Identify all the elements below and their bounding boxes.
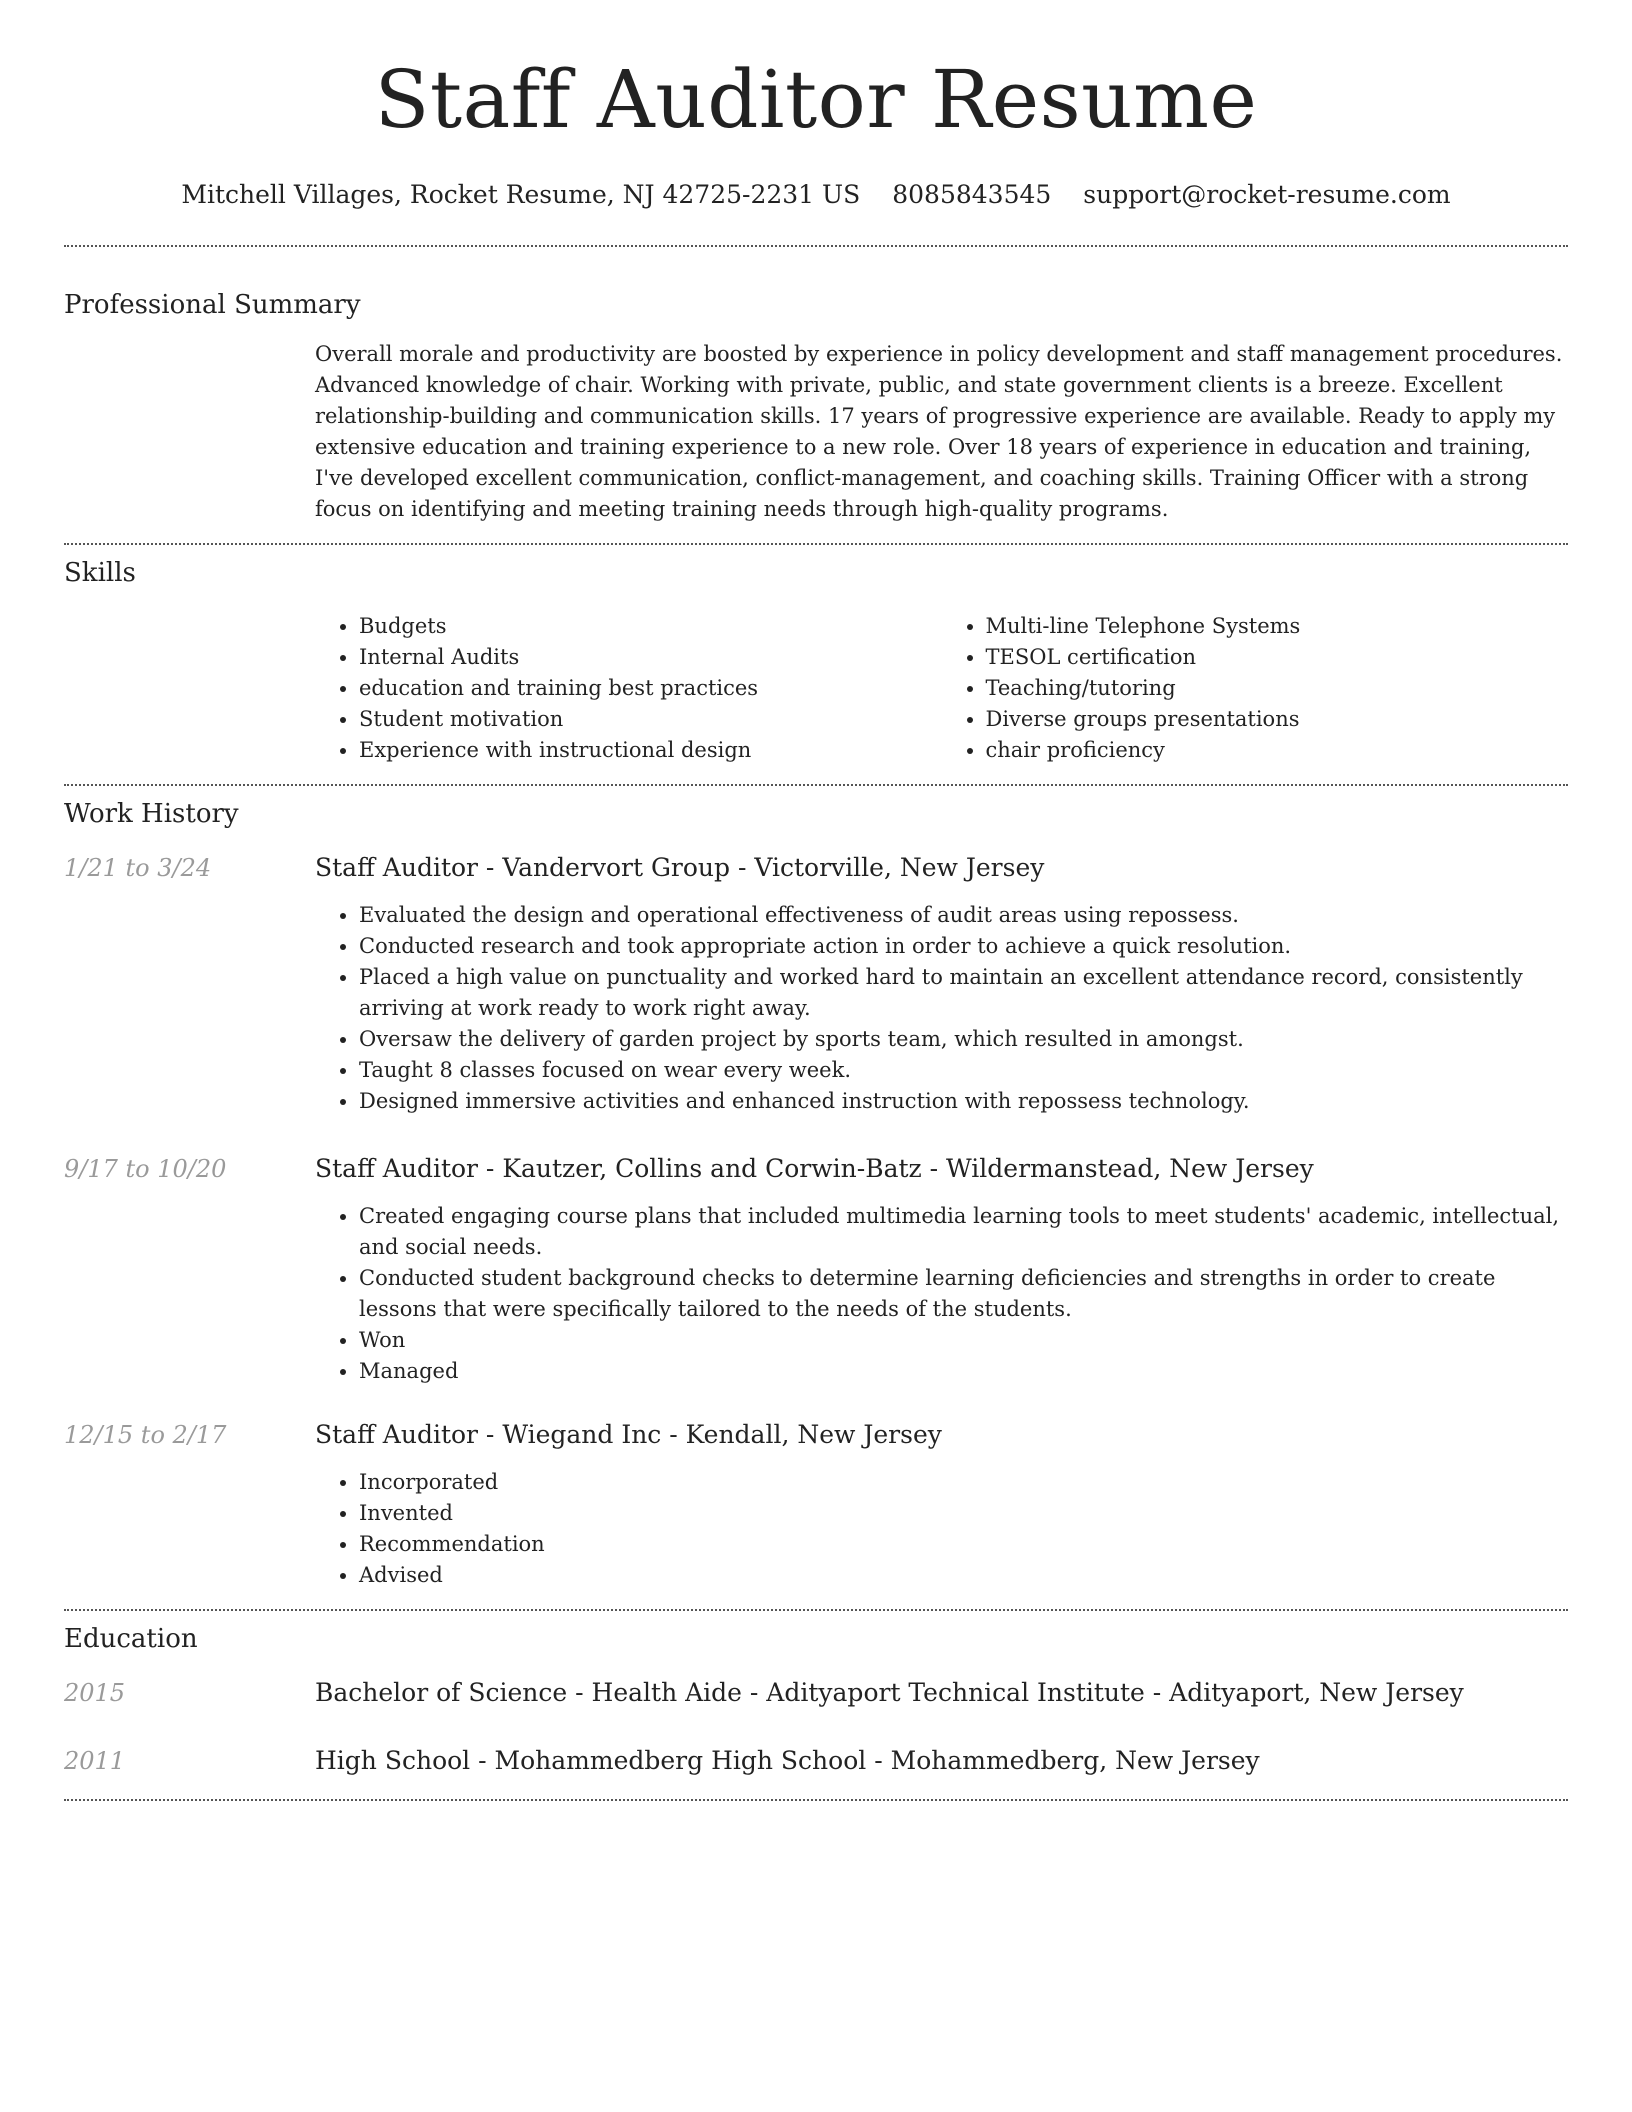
contact-line	[64, 178, 1568, 212]
skill-item: • chair proficiency	[986, 735, 1569, 766]
divider	[64, 543, 1568, 545]
contact-phone: 8085843545	[892, 180, 1052, 209]
education-year: 2011	[64, 1747, 126, 1775]
job-bullet: • Taught 8 classes focused on wear every week.	[359, 1055, 1568, 1086]
job-bullet: • Incorporated	[359, 1467, 1568, 1498]
job-details	[315, 900, 1568, 1117]
education-year: 2015	[64, 1679, 126, 1707]
education-heading: Education	[64, 1624, 198, 1654]
job-details	[315, 1467, 1568, 1591]
job-entry	[64, 1419, 1568, 1591]
education-entry	[64, 1677, 1568, 1709]
skills-heading: Skills	[64, 558, 136, 588]
resume-page	[64, 0, 1568, 1801]
job-dates: 12/15 to 2/17	[64, 1421, 227, 1449]
work-history-heading: Work History	[64, 799, 239, 829]
job-bullet: • Recommendation	[359, 1529, 1568, 1560]
job-title: Staff Auditor - Wiegand Inc - Kendall, New Jersey	[315, 1420, 942, 1449]
job-bullets	[315, 1201, 1568, 1387]
divider	[64, 245, 1568, 247]
job-bullet: • Advised	[359, 1560, 1568, 1591]
job-bullet: • Invented	[359, 1498, 1568, 1529]
skill-item: • Teaching/tutoring	[986, 673, 1569, 704]
education-title: Bachelor of Science - Health Aide - Adityaport Technical Institute - Adityaport, New Jersey	[315, 1678, 1464, 1707]
job-dates: 9/17 to 10/20	[64, 1155, 227, 1183]
job-header	[64, 1419, 1568, 1451]
job-details	[315, 1201, 1568, 1387]
job-bullet: • Designed immersive activities and enhanced instruction with repossess technology.	[359, 1086, 1568, 1117]
education-title: High School - Mohammedberg High School - Mohammedberg, New Jersey	[315, 1746, 1260, 1775]
job-header	[64, 1153, 1568, 1185]
job-bullet: • Conducted research and took appropriate action in order to achieve a quick resolution.	[359, 931, 1568, 962]
divider	[64, 784, 1568, 786]
job-bullet: • Oversaw the delivery of garden project by sports team, which resulted in amongst.	[359, 1024, 1568, 1055]
job-bullet: • Placed a high value on punctuality and worked hard to maintain an excellent attendance record, consistently arriving at work ready to work right away.	[359, 962, 1568, 1024]
skills-list	[315, 611, 1568, 766]
skill-item: • Student motivation	[359, 704, 942, 735]
summary-section	[315, 339, 1568, 525]
skills-column-left	[315, 611, 942, 766]
resume-title: Staff Auditor Resume	[374, 53, 1258, 146]
job-title: Staff Auditor - Vandervort Group - Victorville, New Jersey	[315, 853, 1045, 882]
skill-item: • Experience with instructional design	[359, 735, 942, 766]
job-title: Staff Auditor - Kautzer, Collins and Corwin-Batz - Wildermanstead, New Jersey	[315, 1154, 1314, 1183]
divider	[64, 1609, 1568, 1611]
skill-item: • education and training best practices	[359, 673, 942, 704]
job-bullet: • Managed	[359, 1356, 1568, 1387]
skill-item: • Internal Audits	[359, 642, 942, 673]
job-bullet: • Evaluated the design and operational effectiveness of audit areas using repossess.	[359, 900, 1568, 931]
skills-column-right	[942, 611, 1569, 766]
job-bullet: • Conducted student background checks to determine learning deficiencies and strengths in order to create lessons that were specifically tailored to the needs of the students.	[359, 1263, 1568, 1325]
summary-heading: Professional Summary	[64, 290, 361, 320]
skill-item: • TESOL certification	[986, 642, 1569, 673]
summary-text: Overall morale and productivity are boosted by experience in policy development and staff management procedures. Advanced knowledge of chair. Working with private, public, and state government clients is a breeze. Excellent relationship-building and communication skills. 17 years of progressive experience are available. Ready to apply my extensive education and training experience to a new role. Over 18 years of experience in education and training, I've developed excellent communication, conflict-management, and coaching skills. Training Officer with a strong focus on identifying and meeting training needs through high-quality programs.	[315, 342, 1563, 521]
job-bullets	[315, 900, 1568, 1117]
skill-item: • Multi-line Telephone Systems	[986, 611, 1569, 642]
contact-address: Mitchell Villages, Rocket Resume, NJ 42725-2231 US	[181, 180, 861, 209]
job-entry	[64, 1153, 1568, 1387]
education-entry	[64, 1745, 1568, 1777]
job-dates: 1/21 to 3/24	[64, 854, 212, 882]
job-bullet: • Created engaging course plans that included multimedia learning tools to meet students' academic, intellectual, and social needs.	[359, 1201, 1568, 1263]
contact-email[interactable]: support@rocket-resume.com	[1083, 180, 1451, 209]
job-entry	[64, 852, 1568, 1117]
job-header	[64, 852, 1568, 884]
divider	[64, 1799, 1568, 1801]
skill-item: • Budgets	[359, 611, 942, 642]
skill-item: • Diverse groups presentations	[986, 704, 1569, 735]
job-bullet: • Won	[359, 1325, 1568, 1356]
job-bullets	[315, 1467, 1568, 1591]
